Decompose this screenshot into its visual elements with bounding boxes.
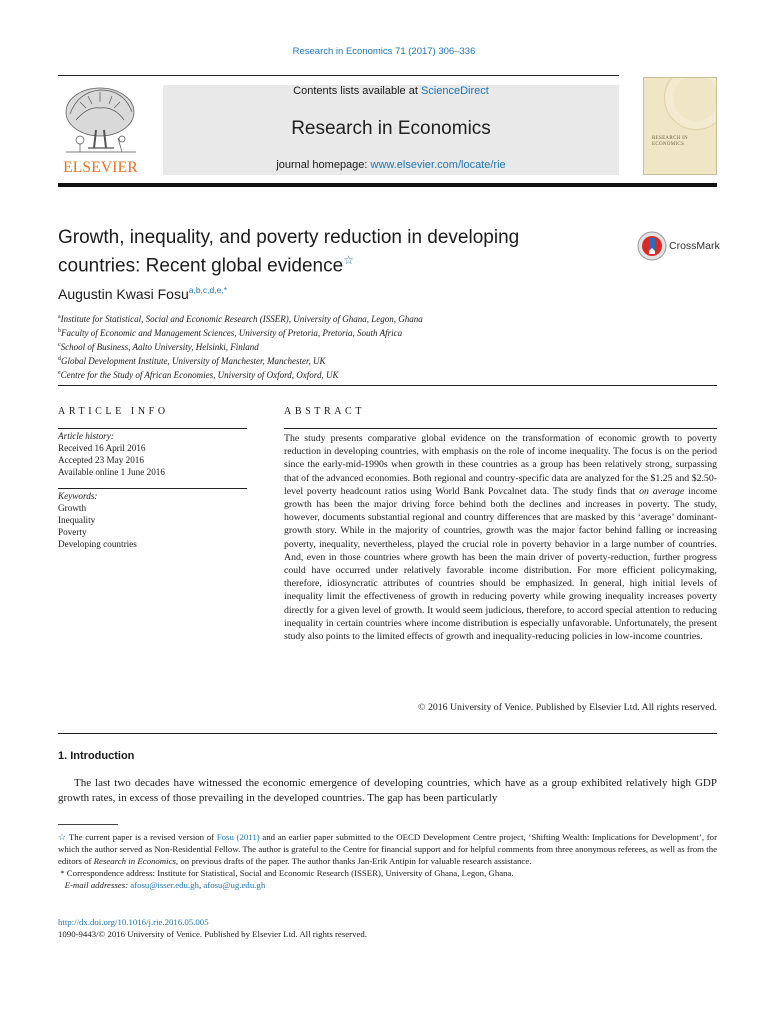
footnote-rule — [58, 824, 118, 825]
elsevier-wordmark: ELSEVIER — [63, 159, 138, 176]
corresponding-author-mark: * — [223, 285, 228, 295]
title-line-1: Growth, inequality, and poverty reduction in developing — [58, 227, 520, 248]
crossmark-badge[interactable] — [637, 231, 719, 261]
crossmark-icon — [637, 231, 667, 261]
doi-block — [58, 916, 367, 940]
issn-copyright-line: 1090-9443/© 2016 University of Venice. Published by Elsevier Ltd. All rights reserved. — [58, 929, 367, 939]
footnote-star-icon: ☆ — [58, 832, 67, 842]
citation-link[interactable]: Research in Economics 71 (2017) 306–336 — [292, 46, 476, 57]
history-label: Article history: — [58, 431, 114, 441]
keyword: Developing countries — [58, 539, 137, 549]
abstract-bottom-rule — [58, 733, 717, 734]
doi-link[interactable]: http://dx.doi.org/10.1016/j.rie.2016.05.005 — [58, 917, 209, 927]
cover-title: RESEARCH IN ECONOMICS — [652, 136, 688, 147]
keyword: Poverty — [58, 527, 87, 537]
title-line-2-text: countries: Recent global evidence — [58, 255, 344, 277]
corresponding-mark: * — [60, 868, 65, 878]
homepage-line — [163, 159, 619, 171]
email-link-isser[interactable]: afosu@isser.edu.gh — [130, 880, 199, 890]
elsevier-logo[interactable] — [58, 82, 143, 177]
sciencedirect-link[interactable]: ScienceDirect — [420, 85, 489, 97]
keywords-block — [58, 490, 247, 550]
affiliation-e: $^e$Centre for the Study of African Economies, University of Oxford, Oxford, UK — [58, 370, 339, 380]
accepted-date: Accepted 23 May 2016 — [58, 455, 144, 465]
contents-prefix: Contents lists available at — [293, 85, 421, 97]
online-date: Available online 1 June 2016 — [58, 467, 165, 477]
homepage-prefix: journal homepage: — [276, 159, 371, 171]
affiliation-d: $^d$Global Development Institute, University of Manchester, Manchester, UK — [58, 356, 326, 366]
title-line-2 — [58, 249, 618, 277]
affiliation-a: $^a$Institute for Statistical, Social and Economic Research (ISSER), University of Ghana, Legon, Ghana — [58, 314, 423, 324]
abstract-emphasis: on average — [639, 485, 685, 497]
contents-line — [163, 85, 619, 97]
crossmark-label: CrossMark — [669, 240, 720, 252]
abstract-heading: ABSTRACT — [284, 406, 366, 417]
abstract-text: The study presents comparative global evidence on the transformation of economic growth to poverty reduction in developing countries, with emphasis on the role of income inequality. The focus is on the period since the early-mid-1990s when growth in these countries as a group has been relatively strong, surpassing that of the advanced economies. Both regional and country-specific data are analyzed for the $1.25 and $2.50-level poverty headcount ratios using World Bank Povcalnet data. The study finds that on average income growth has been the major driving force behind both the declines and increases in poverty. The study, however, documents substantial regional and country differences that are masked by this ‘average’ dominant-growth story. While in the majority of countries, growth was the major factor behind falling or increasing poverty, inequality, nevertheless, played the crucial role in poverty behavior in a large number of countries. And, even in those countries where growth has been the main driver of poverty-reduction, further progress could have occurred under relatively favorable income distribution. For more efficient policymaking, therefore, idiosyncratic attributes of countries should be emphasized. In general, high initial levels of inequality limit the effectiveness of growth in reducing poverty while growing inequality increases poverty directly for a given level of growth. It would seem judicious, therefore, to accord special attention to reducing inequality in certain countries where income distribution is especially unfavorable. Unfortunately, the present study also points to the limited effects of growth and inequality-reducing policies in low-income countries. — [284, 433, 717, 643]
journal-citation[interactable] — [0, 46, 768, 57]
footnotes — [58, 831, 717, 891]
cover-decoration — [664, 77, 717, 130]
article-info-heading: ARTICLE INFO — [58, 406, 169, 417]
keyword: Growth — [58, 503, 87, 513]
affiliation-b: $^b$Faculty of Economic and Management Sciences, University of Pretoria, Pretoria, South Africa — [58, 328, 403, 338]
paper-title — [58, 226, 618, 277]
email-link-ug[interactable]: afosu@ug.edu.gh — [203, 880, 266, 890]
journal-banner — [163, 85, 619, 175]
journal-title[interactable]: Research in Economics — [291, 118, 491, 139]
header-bottom-rule — [58, 183, 717, 187]
header-top-rule — [58, 75, 619, 76]
title-footnote-star-icon[interactable]: ☆ — [343, 253, 354, 267]
article-history — [58, 430, 247, 478]
abstract-rule — [284, 428, 717, 429]
keyword: Inequality — [58, 515, 96, 525]
email-label: E-mail addresses: — [64, 880, 129, 890]
introduction-heading: 1. Introduction — [58, 750, 135, 762]
affiliations — [58, 311, 718, 381]
elsevier-tree-icon — [58, 82, 143, 160]
author-line — [58, 285, 227, 302]
author-affiliation-marks[interactable]: a,b,c,d,e,* — [188, 285, 228, 295]
fosu-2011-reference-link[interactable]: Fosu (2011) — [216, 832, 260, 842]
keywords-label: Keywords: — [58, 491, 98, 501]
journal-cover-image[interactable] — [643, 77, 717, 175]
author-name[interactable]: Augustin Kwasi Fosu — [58, 286, 189, 302]
abstract-copyright: © 2016 University of Venice. Published by Elsevier Ltd. All rights reserved. — [418, 702, 717, 713]
homepage-link[interactable]: www.elsevier.com/locate/rie — [370, 159, 506, 171]
email-line: E-mail addresses: afosu@isser.edu.gh, afosu@ug.edu.gh — [64, 880, 266, 890]
article-info-rule — [58, 428, 247, 429]
affiliations-rule — [58, 385, 717, 386]
keywords-rule — [58, 488, 247, 489]
footnote-1: ☆ The current paper is a revised version of Fosu (2011) and an earlier paper submitted to the OECD Development Centre project, ‘Shifting Wealth: Implications for Development’, for which the author served as Non-Residential Fellow. The author is grateful to the Centre for financial support and for helpful comments from three anonymous referees, as well as from the editors of Research in Economics, on previous drafts of the paper. The author thanks Jan-Erik Antipin for valuable research assistance. — [58, 832, 717, 866]
introduction-text: The last two decades have witnessed the economic emergence of developing countries, which have as a group exhibited relatively high GDP growth rates, in excess of those prevailing in the developed countries. The gap has been particularly — [58, 777, 717, 804]
affiliation-c: $^c$School of Business, Aalto University, Helsinki, Finland — [58, 342, 259, 352]
footnote-2: * Correspondence address: Institute for Statistical, Social and Economic Research (ISSER), University of Ghana, Legon, Ghana. — [60, 868, 514, 878]
received-date: Received 16 April 2016 — [58, 443, 146, 453]
